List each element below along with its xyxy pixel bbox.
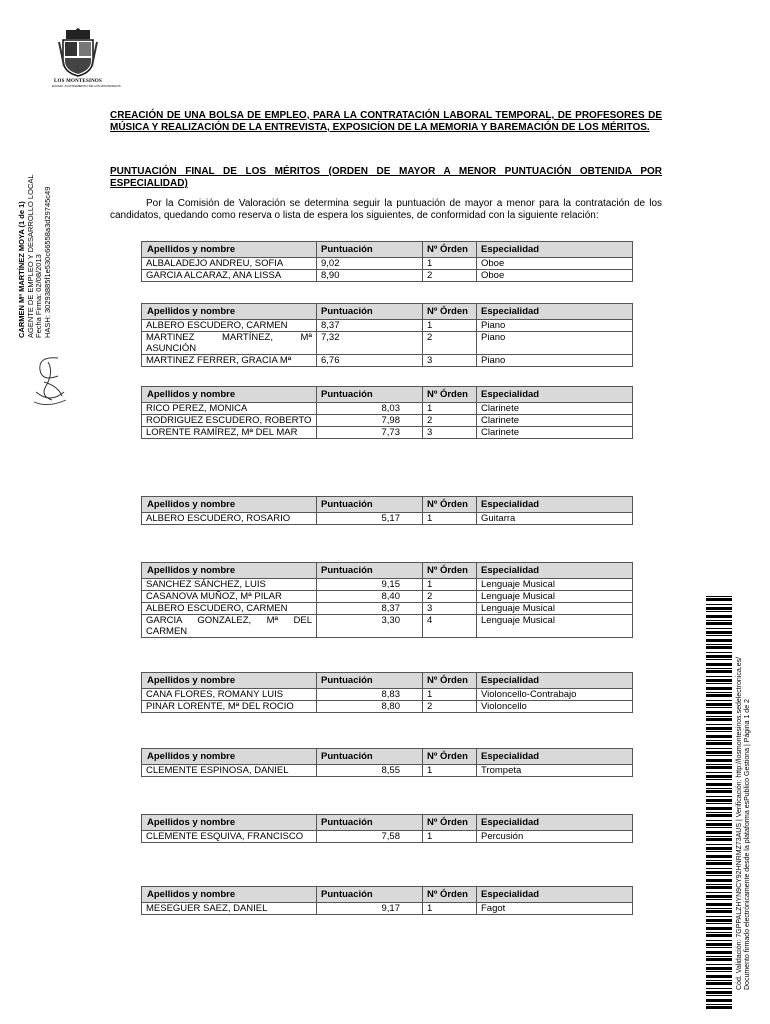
cell-specialty: Clarinete (477, 403, 633, 415)
cell-score: 8,80 (317, 701, 423, 713)
cell-score: 7,58 (317, 831, 423, 843)
column-header-order: Nº Órden (423, 749, 477, 765)
table-row (142, 403, 633, 415)
results-table (141, 496, 633, 525)
cell-name: CANA FLORES, ROMANY LUIS (142, 689, 317, 701)
cell-name: SANCHEZ SÁNCHEZ, LUIS (142, 579, 317, 591)
cell-specialty: Lenguaje Musical (477, 615, 633, 638)
column-header-specialty: Especialidad (477, 887, 633, 903)
column-header-specialty: Especialidad (477, 563, 633, 579)
table-header-row (142, 815, 633, 831)
results-table (141, 241, 633, 282)
cell-specialty: Lenguaje Musical (477, 591, 633, 603)
results-table (141, 562, 633, 638)
cell-score: 5,17 (317, 513, 423, 525)
cell-order: 1 (423, 831, 477, 843)
cell-score: 6,76 (317, 355, 423, 367)
cell-name: CLEMENTE ESPINOSA, DANIEL (142, 765, 317, 777)
column-header-order: Nº Órden (423, 242, 477, 258)
results-table (141, 672, 633, 713)
table-row (142, 831, 633, 843)
cell-score: 3,30 (317, 615, 423, 638)
column-header-specialty: Especialidad (477, 304, 633, 320)
column-header-specialty: Especialidad (477, 387, 633, 403)
results-table (141, 748, 633, 777)
validation-code: Cód. Validación: 7GPPALZHYN9CY92HNRMZ73AUS | Verificación: http://losmontesinos.sedelectronica.es/ (736, 656, 743, 990)
table-row (142, 591, 633, 603)
cell-specialty: Trompeta (477, 765, 633, 777)
table-header-row (142, 387, 633, 403)
results-table (141, 303, 633, 367)
intro-paragraph (110, 198, 662, 222)
table-row (142, 320, 633, 332)
cell-score: 8,37 (317, 603, 423, 615)
column-header-name: Apellidos y nombre (142, 304, 317, 320)
cell-name: GARCIA ALCARAZ, ANA LISSA (142, 270, 317, 282)
cell-score: 8,55 (317, 765, 423, 777)
column-header-order: Nº Órden (423, 815, 477, 831)
column-header-score: Puntuación (317, 673, 423, 689)
cell-specialty: Oboe (477, 258, 633, 270)
results-table (141, 386, 633, 439)
column-header-name: Apellidos y nombre (142, 497, 317, 513)
cell-specialty: Fagot (477, 903, 633, 915)
cell-order: 2 (423, 332, 477, 355)
column-header-score: Puntuación (317, 887, 423, 903)
column-header-score: Puntuación (317, 497, 423, 513)
table-row (142, 615, 633, 638)
cell-score: 7,32 (317, 332, 423, 355)
column-header-score: Puntuación (317, 304, 423, 320)
column-header-specialty: Especialidad (477, 497, 633, 513)
cell-score: 8,37 (317, 320, 423, 332)
cell-order: 2 (423, 591, 477, 603)
table-row (142, 603, 633, 615)
cell-specialty: Piano (477, 355, 633, 367)
column-header-name: Apellidos y nombre (142, 815, 317, 831)
barcode-icon (706, 596, 732, 1012)
cell-name: CASANOVA MUÑOZ, Mª PILAR (142, 591, 317, 603)
signature-block (18, 174, 52, 338)
table-row (142, 427, 633, 439)
logo-subtitle: EXCMO. AYUNTAMIENTO DE LOS MONTESINOS (52, 84, 121, 88)
signer-role: AGENTE DE EMPLEO Y DESARROLLO LOCAL (25, 174, 35, 338)
cell-specialty: Lenguaje Musical (477, 579, 633, 591)
cell-order: 3 (423, 427, 477, 439)
table-row (142, 355, 633, 367)
cell-specialty: Piano (477, 320, 633, 332)
cell-specialty: Clarinete (477, 427, 633, 439)
cell-name: RODRIGUEZ ESCUDERO, ROBERTO (142, 415, 317, 427)
table-row (142, 270, 633, 282)
table-header-row (142, 563, 633, 579)
cell-score: 7,73 (317, 427, 423, 439)
cell-order: 2 (423, 701, 477, 713)
cell-specialty: Piano (477, 332, 633, 355)
intro-text: Por la Comisión de Valoración se determina seguir la puntuación de mayor a menor para la contratación de los candidatos, quedando como reserva o lista de espera los siguientes, de conformidad con la siguiente relación: (110, 198, 662, 221)
cell-score: 7,98 (317, 415, 423, 427)
column-header-name: Apellidos y nombre (142, 749, 317, 765)
table-row (142, 689, 633, 701)
cell-specialty: Lenguaje Musical (477, 603, 633, 615)
cell-order: 1 (423, 903, 477, 915)
column-header-specialty: Especialidad (477, 673, 633, 689)
table-header-row (142, 242, 633, 258)
column-header-order: Nº Órden (423, 497, 477, 513)
table-row (142, 332, 633, 355)
cell-order: 3 (423, 355, 477, 367)
cell-score: 9,15 (317, 579, 423, 591)
cell-score: 8,03 (317, 403, 423, 415)
cell-score: 8,83 (317, 689, 423, 701)
column-header-score: Puntuación (317, 749, 423, 765)
cell-order: 1 (423, 765, 477, 777)
column-header-score: Puntuación (317, 387, 423, 403)
column-header-score: Puntuación (317, 563, 423, 579)
cell-name: ALBERO ESCUDERO, ROSARIO (142, 513, 317, 525)
cell-specialty: Violoncello (477, 701, 633, 713)
results-table (141, 886, 633, 915)
cell-name: ALBERO ESCUDERO, CARMEN (142, 603, 317, 615)
table-header-row (142, 497, 633, 513)
cell-score: 8,90 (317, 270, 423, 282)
cell-order: 3 (423, 603, 477, 615)
cell-name: ALBERO ESCUDERO, CARMEN (142, 320, 317, 332)
table-header-row (142, 673, 633, 689)
cell-score: 9,17 (317, 903, 423, 915)
table-row (142, 903, 633, 915)
column-header-name: Apellidos y nombre (142, 563, 317, 579)
cell-order: 2 (423, 270, 477, 282)
column-header-name: Apellidos y nombre (142, 242, 317, 258)
table-row (142, 415, 633, 427)
cell-order: 2 (423, 415, 477, 427)
cell-order: 4 (423, 615, 477, 638)
cell-specialty: Guitarra (477, 513, 633, 525)
cell-order: 1 (423, 513, 477, 525)
signature-hash: HASH: 30293885f1e530c66558a3d29745c49 (42, 186, 52, 338)
column-header-name: Apellidos y nombre (142, 673, 317, 689)
column-header-order: Nº Órden (423, 887, 477, 903)
cell-name: CLEMENTE ESQUIVA, FRANCISCO (142, 831, 317, 843)
table-header-row (142, 749, 633, 765)
column-header-order: Nº Órden (423, 563, 477, 579)
table-row (142, 258, 633, 270)
cell-specialty: Oboe (477, 270, 633, 282)
logo-name: LOS MONTESINOS (54, 79, 102, 84)
cell-order: 1 (423, 320, 477, 332)
results-table (141, 814, 633, 843)
column-header-order: Nº Órden (423, 387, 477, 403)
cell-name: MARTINEZ FERRER, GRACIA Mª (142, 355, 317, 367)
cell-order: 1 (423, 403, 477, 415)
handwritten-signature (28, 352, 72, 410)
cell-specialty: Clarinete (477, 415, 633, 427)
column-header-name: Apellidos y nombre (142, 387, 317, 403)
cell-name: GARCIA GONZALEZ, Mª DEL CARMEN (142, 615, 317, 638)
column-header-specialty: Especialidad (477, 242, 633, 258)
column-header-order: Nº Órden (423, 304, 477, 320)
cell-name: LORENTE RAMÍREZ, Mª DEL MAR (142, 427, 317, 439)
document-title: CREACIÓN DE UNA BOLSA DE EMPLEO, PARA LA CONTRATACIÓN LABORAL TEMPORAL, DE PROFESORES DE MÚSICA Y REALIZACIÓN DE LA ENTREVISTA, EXPOSICÍON DE LA MEMORIA Y BAREMACIÓN DE LOS MÉRITOS. (110, 110, 662, 133)
signature-date: Fecha Firma: 02/08/2013 (34, 254, 43, 338)
cell-specialty: Percusión (477, 831, 633, 843)
cell-name: MESEGUER SAEZ, DANIEL (142, 903, 317, 915)
cell-name: ALBALADEJO ANDREU, SOFIA (142, 258, 317, 270)
table-row (142, 513, 633, 525)
table-header-row (142, 887, 633, 903)
municipal-logo (52, 28, 121, 88)
cell-order: 1 (423, 689, 477, 701)
cell-name: PINAR LORENTE, Mª DEL ROCIO (142, 701, 317, 713)
column-header-order: Nº Órden (423, 673, 477, 689)
cell-score: 8,40 (317, 591, 423, 603)
signer-name: CARMEN Mª MARTÍNEZ MOYA (1 de 1) (17, 201, 26, 338)
cell-order: 1 (423, 258, 477, 270)
cell-score: 9,02 (317, 258, 423, 270)
table-row (142, 579, 633, 591)
column-header-specialty: Especialidad (477, 749, 633, 765)
platform-note: Documento firmado electrónicamente desde la plataforma esPublico Gestiona | Página 1 de 2 (744, 699, 751, 990)
column-header-specialty: Especialidad (477, 815, 633, 831)
column-header-score: Puntuación (317, 242, 423, 258)
table-row (142, 765, 633, 777)
cell-specialty: Violoncello-Contrabajo (477, 689, 633, 701)
column-header-score: Puntuación (317, 815, 423, 831)
table-row (142, 701, 633, 713)
cell-name: RICO PEREZ, MONICA (142, 403, 317, 415)
cell-name: MARTINEZ MARTÍNEZ, Mª ASUNCIÓN (142, 332, 317, 355)
column-header-name: Apellidos y nombre (142, 887, 317, 903)
document-subtitle: PUNTUACIÓN FINAL DE LOS MÉRITOS (ORDEN DE MAYOR A MENOR PUNTUACIÓN OBTENIDA POR ESPECIALIDAD) (110, 166, 662, 189)
verification-block (736, 657, 752, 990)
table-header-row (142, 304, 633, 320)
coat-of-arms-icon (58, 28, 98, 78)
cell-order: 1 (423, 579, 477, 591)
